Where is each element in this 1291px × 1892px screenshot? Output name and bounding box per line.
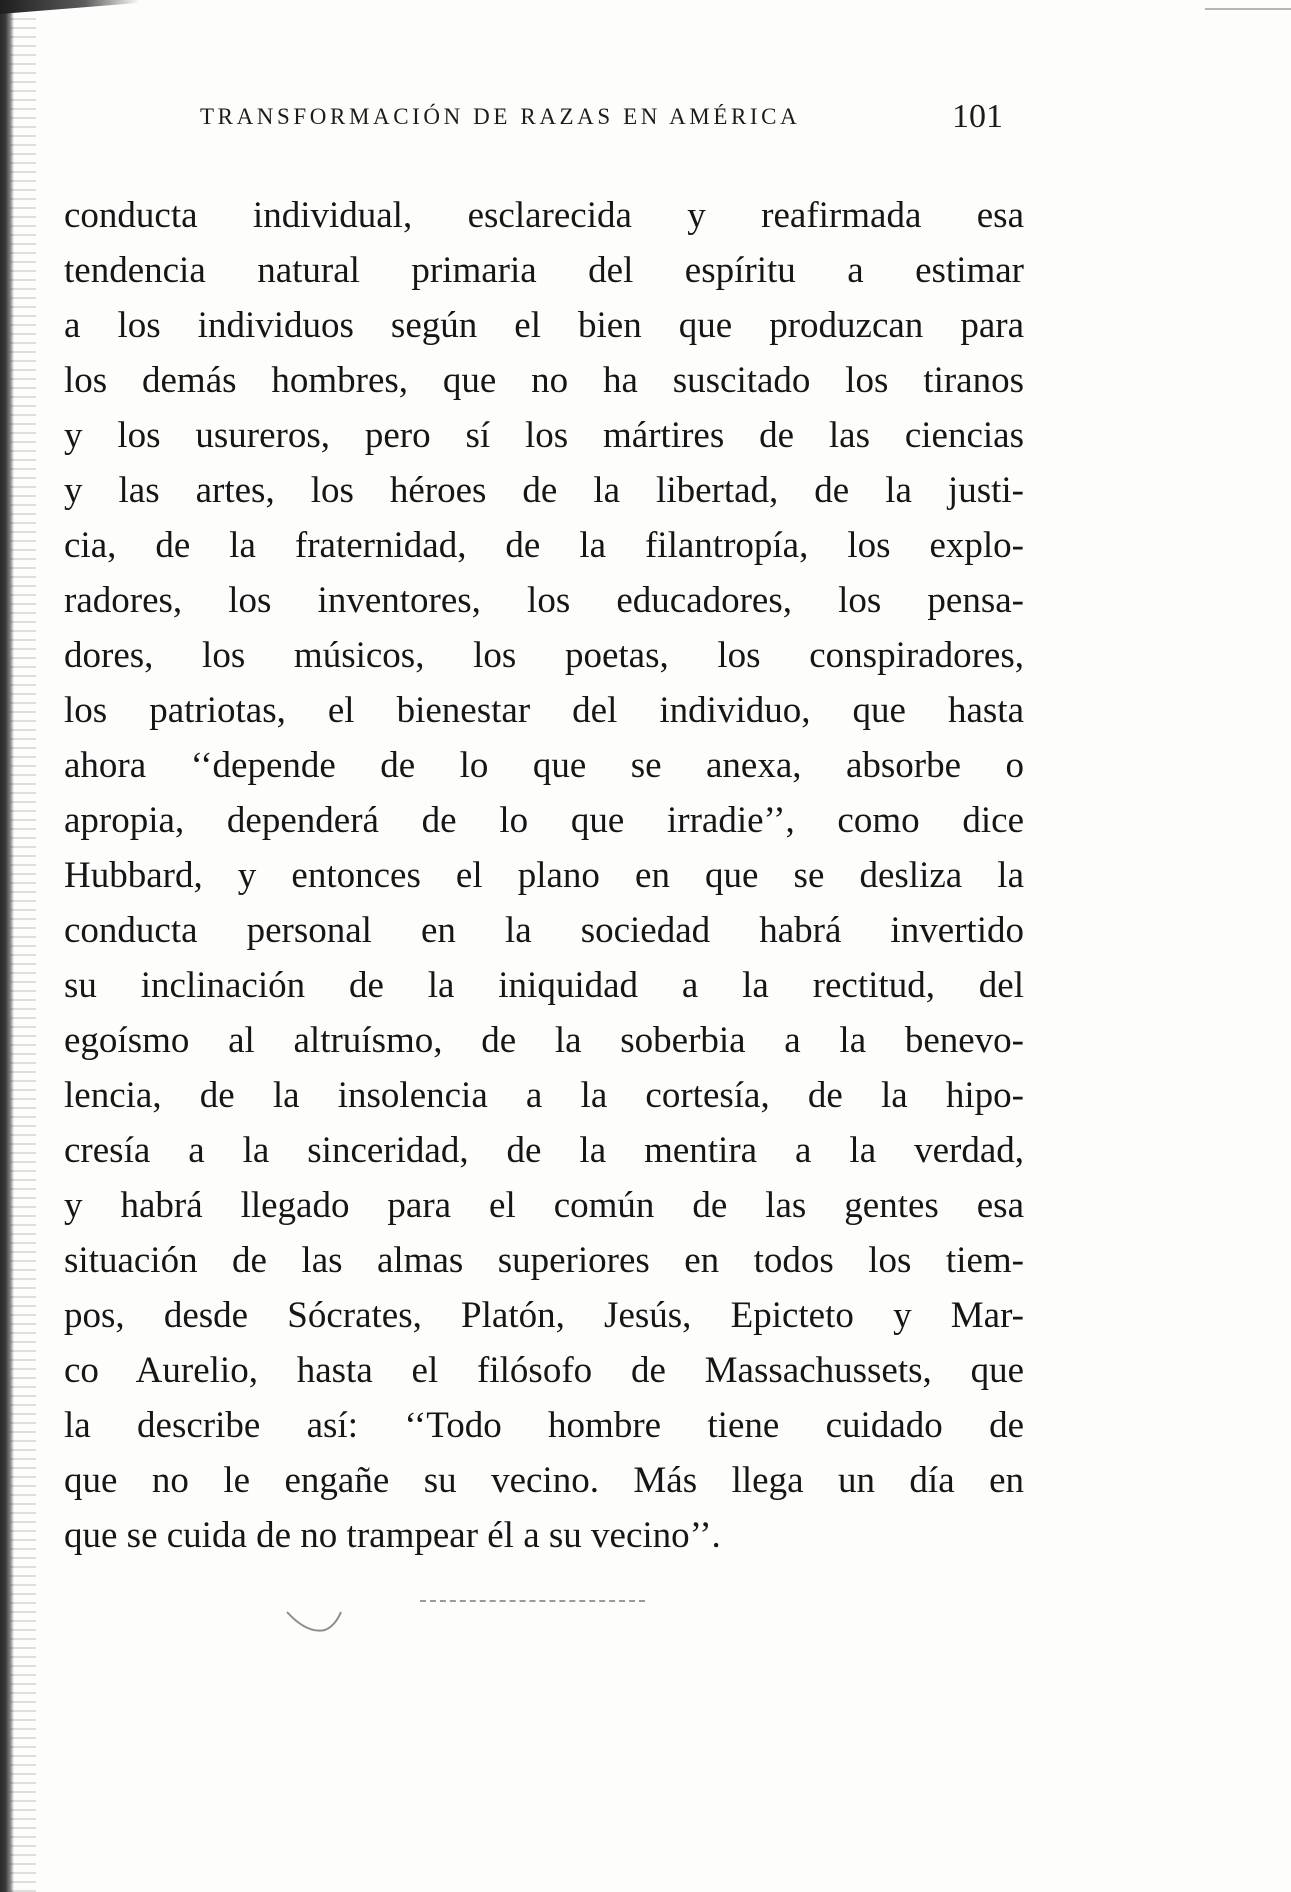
- page-number: 101: [952, 98, 1003, 135]
- scan-edge-rule: [1205, 8, 1291, 10]
- text-line: tendencia natural primaria del espíritu a estimar: [64, 250, 1024, 291]
- text-line: su inclinación de la iniquidad a la rectitud, del: [64, 965, 1024, 1006]
- text-line: cia, de la fraternidad, de la filantropía, los explo-: [64, 525, 1024, 566]
- text-line: dores, los músicos, los poetas, los conspiradores,: [64, 635, 1024, 676]
- body-text: [64, 188, 1024, 1563]
- text-line: conducta personal en la sociedad habrá invertido: [64, 910, 1024, 951]
- text-line: y habrá llegado para el común de las gentes esa: [64, 1185, 1024, 1226]
- text-line: pos, desde Sócrates, Platón, Jesús, Epicteto y Mar-: [64, 1295, 1024, 1336]
- text-line: apropia, dependerá de lo que irradie’’, como dice: [64, 800, 1024, 841]
- text-line: lencia, de la insolencia a la cortesía, de la hipo-: [64, 1075, 1024, 1116]
- binding-shadow: [10, 0, 36, 1892]
- text-line: y los usureros, pero sí los mártires de las ciencias: [64, 415, 1024, 456]
- text-line: cresía a la sinceridad, de la mentira a la verdad,: [64, 1130, 1024, 1171]
- text-line: los demás hombres, que no ha suscitado los tiranos: [64, 360, 1024, 401]
- text-line: situación de las almas superiores en todos los tiem-: [64, 1240, 1024, 1281]
- text-line: ahora ‘‘depende de lo que se anexa, absorbe o: [64, 745, 1024, 786]
- text-line: los patriotas, el bienestar del individuo, que hasta: [64, 690, 1024, 731]
- text-line: radores, los inventores, los educadores, los pensa-: [64, 580, 1024, 621]
- running-head-title: TRANSFORMACIÓN DE RAZAS EN AMÉRICA: [200, 104, 801, 129]
- text-line: y las artes, los héroes de la libertad, de la justi-: [64, 470, 1024, 511]
- pencil-tick-mark: [285, 1608, 345, 1638]
- text-line: a los individuos según el bien que produzcan para: [64, 305, 1024, 346]
- text-line: co Aurelio, hasta el filósofo de Massachussets, que: [64, 1350, 1024, 1391]
- text-line: egoísmo al altruísmo, de la soberbia a la benevo-: [64, 1020, 1024, 1061]
- faint-dashed-rule: [420, 1600, 645, 1602]
- running-head: [200, 98, 1020, 144]
- text-line: Hubbard, y entonces el plano en que se desliza la: [64, 855, 1024, 896]
- text-line-last: que se cuida de no trampear él a su vecino’’.: [64, 1515, 721, 1556]
- text-line: que no le engañe su vecino. Más llega un día en: [64, 1460, 1024, 1501]
- text-line: conducta individual, esclarecida y reafirmada esa: [64, 195, 1024, 236]
- text-line: la describe así: ‘‘Todo hombre tiene cuidado de: [64, 1405, 1024, 1446]
- scan-corner-mark: [0, 0, 140, 14]
